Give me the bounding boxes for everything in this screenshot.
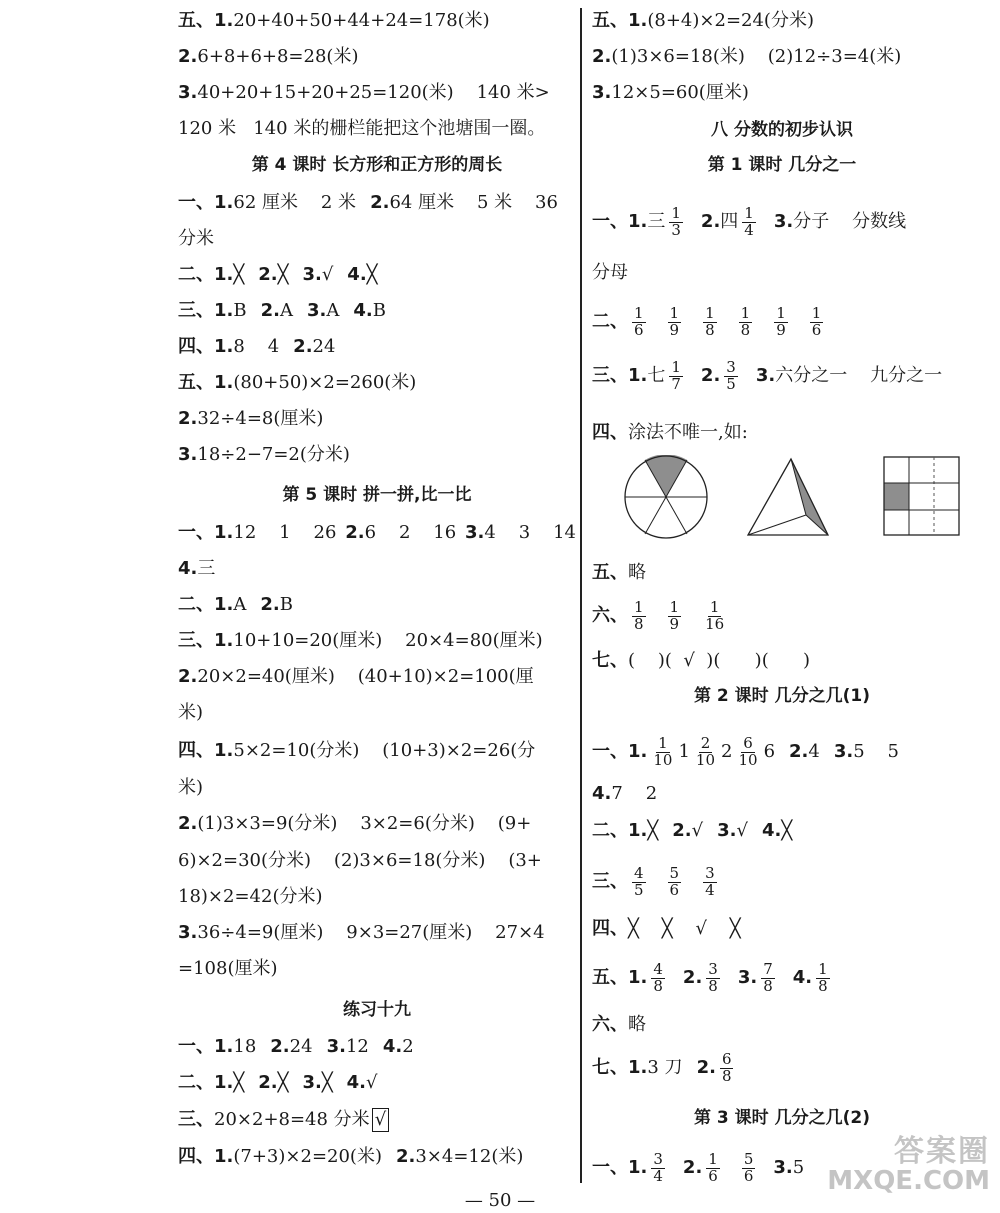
fraction-denominator: 4 <box>744 220 754 239</box>
question-number: 4. <box>382 1036 403 1057</box>
answer-line <box>592 46 972 68</box>
question-number: 2. <box>178 813 198 834</box>
answer-text: 6+8+6+8=28(米) <box>197 46 359 67</box>
fraction-numerator: 3 <box>653 1150 663 1168</box>
question-number: 2. <box>270 1036 290 1057</box>
answer-text: 6)×2=30(分米) (2)3×6=18(分米) (3+ <box>178 850 542 871</box>
question-number: 4. <box>592 783 612 804</box>
fraction-numerator: 1 <box>671 204 681 222</box>
question-number: 三、 <box>592 871 628 893</box>
answer-line <box>592 10 972 32</box>
fraction <box>739 306 753 339</box>
answer-text: ╳ <box>781 820 793 841</box>
question-number: 一、1. <box>178 522 234 543</box>
section-heading: 第 2 课时 几分之几(1) <box>694 686 870 706</box>
question-number: 一、1. <box>592 211 648 233</box>
answer-text: 62 厘米 2 米 <box>233 192 357 213</box>
answer-text: 18÷2−7=2(分米) <box>197 444 350 465</box>
question-number: 二、 <box>592 311 628 333</box>
answer-text: B <box>233 300 247 321</box>
question-number: 3. <box>592 82 612 103</box>
fraction-denominator: 6 <box>708 1166 718 1185</box>
shaded-sector <box>645 455 687 497</box>
question-number: 3. <box>326 1036 346 1057</box>
answer-text: 涂法不唯一,如: <box>628 422 748 443</box>
question-number: 4. <box>347 264 367 285</box>
answer-text: A <box>326 300 340 321</box>
answer-line <box>178 958 576 980</box>
fraction-numerator: 1 <box>708 1150 718 1168</box>
answer-text: ╳ <box>277 264 289 285</box>
question-number: 2. <box>370 192 390 213</box>
fraction-denominator: 8 <box>705 320 715 339</box>
fraction <box>694 736 717 769</box>
answer-text: 8 4 <box>233 336 280 357</box>
fraction <box>742 206 756 239</box>
fraction-numerator: 1 <box>658 734 668 752</box>
answer-text: 4 <box>808 741 820 763</box>
question-number: 2. <box>178 666 198 687</box>
fraction-numerator: 1 <box>669 598 680 616</box>
question-number: 五、1. <box>178 372 234 393</box>
answer-line <box>178 408 576 430</box>
answer-line <box>178 10 576 32</box>
fraction <box>724 360 738 393</box>
answer-line <box>592 820 972 842</box>
fraction-denominator: 10 <box>653 750 673 769</box>
sector-line <box>666 497 687 534</box>
answer-text: B <box>372 300 386 321</box>
fraction <box>736 736 759 769</box>
answer-text: 分母 <box>592 262 628 283</box>
fraction-numerator: 1 <box>671 358 681 376</box>
answer-line <box>592 1052 972 1085</box>
fraction <box>632 866 646 899</box>
answer-text: 三 <box>197 558 216 579</box>
fraction-numerator: 7 <box>763 960 773 978</box>
answer-text: 六分之一 九分之一 <box>775 365 943 387</box>
answer-text: 5×2=10(分米) (10+3)×2=26(分 <box>233 740 536 761</box>
answer-text: 七 <box>647 365 666 387</box>
answer-line <box>178 372 576 394</box>
site-watermark <box>827 1136 990 1195</box>
answer-text: √ <box>691 820 704 841</box>
fraction <box>703 600 726 633</box>
question-number: 一、1. <box>178 1036 234 1057</box>
question-number: 2. <box>700 365 721 387</box>
question-number: 2. <box>293 336 313 357</box>
question-number: 2. <box>258 264 278 285</box>
answer-line <box>178 666 576 688</box>
fraction <box>810 306 824 339</box>
fraction-numerator: 6 <box>743 734 753 752</box>
question-number: 一、1. <box>592 1157 648 1179</box>
fraction-numerator: 1 <box>740 304 751 322</box>
answer-text: 分米 <box>178 228 214 249</box>
answer-text: 20×2=40(厘米) (40+10)×2=100(厘 <box>197 666 534 687</box>
question-number: 五、 <box>592 562 628 583</box>
fraction-numerator: 6 <box>721 1050 732 1068</box>
question-number: 二、1. <box>592 820 648 841</box>
answer-text: 10+10=20(厘米) 20×4=80(厘米) <box>233 630 543 651</box>
answer-text: 3 刀 <box>647 1057 683 1079</box>
answer-text: 20×2+8=48 分米 <box>214 1109 370 1130</box>
answer-line <box>178 813 576 835</box>
fraction-denominator: 9 <box>669 320 680 339</box>
fraction-denominator: 5 <box>726 374 736 393</box>
question-number: 五、1. <box>592 967 648 989</box>
question-number: 3. <box>302 264 322 285</box>
question-number: 3. <box>773 211 794 233</box>
answer-line <box>178 118 576 140</box>
question-number: 三、1. <box>592 365 648 387</box>
answer-text: ╳ <box>277 1072 289 1093</box>
section-heading: 八 分数的初步认识 <box>711 120 853 140</box>
question-number: 4. <box>346 1072 367 1093</box>
question-number: 2. <box>260 594 280 615</box>
answer-text: 分子 分数线 <box>793 211 907 233</box>
question-number: 3. <box>306 300 327 321</box>
fraction <box>706 1152 720 1185</box>
fraction-numerator: 1 <box>669 304 680 322</box>
question-number: 四、1. <box>178 336 234 357</box>
answer-text: ╳ <box>647 820 659 841</box>
sector-line <box>645 497 666 534</box>
answer-text: 略 <box>628 1014 646 1035</box>
answer-line <box>178 702 576 724</box>
answer-line <box>592 422 972 444</box>
fraction <box>651 962 665 995</box>
answer-line <box>178 630 576 652</box>
question-number: 2. <box>682 1157 703 1179</box>
answer-line <box>592 262 972 284</box>
fraction-denominator: 6 <box>669 880 680 899</box>
answer-line <box>178 300 576 322</box>
question-number: 2. <box>258 1072 278 1093</box>
question-number: 四、 <box>592 422 628 443</box>
fraction-numerator: 5 <box>743 1150 754 1168</box>
answer-line <box>178 336 576 358</box>
answer-text: 40+20+15+20+25=120(米) 140 米> <box>197 82 550 103</box>
fraction-denominator: 6 <box>634 320 644 339</box>
question-number: 六、 <box>592 1014 628 1035</box>
question-number: 四、 <box>592 918 628 939</box>
fraction-denominator: 6 <box>743 1166 754 1185</box>
question-number: 2. <box>395 1146 416 1167</box>
question-number: 3. <box>178 922 198 943</box>
answer-line <box>592 736 972 769</box>
answer-line <box>592 600 972 633</box>
answer-line <box>592 562 972 584</box>
fraction <box>668 600 682 633</box>
fraction-denominator: 8 <box>740 320 751 339</box>
answer-text: =108(厘米) <box>178 958 278 979</box>
question-number: 四、1. <box>178 740 234 761</box>
fraction-denominator: 9 <box>669 614 680 633</box>
question-number: 五、1. <box>592 10 648 31</box>
question-number: 3. <box>773 1157 793 1179</box>
question-number: 3. <box>302 1072 322 1093</box>
fraction <box>761 962 775 995</box>
answer-text: 四 <box>720 211 739 233</box>
question-number: 2. <box>592 46 612 67</box>
answer-line <box>178 1108 576 1132</box>
fraction-denominator: 8 <box>818 976 828 995</box>
answer-text: 120 米 140 米的栅栏能把这个池塘围一圈。 <box>178 118 546 139</box>
fraction <box>720 1052 734 1085</box>
shaded-cell <box>884 483 909 510</box>
fraction <box>703 866 717 899</box>
answer-text: 32÷4=8(厘米) <box>197 408 324 429</box>
fraction-denominator: 8 <box>653 976 663 995</box>
fraction-denominator: 8 <box>763 976 773 995</box>
answer-text: (1)3×3=9(分米) 3×2=6(分米) (9+ <box>197 813 532 834</box>
fraction-numerator: 1 <box>634 304 644 322</box>
answer-text: 7 2 <box>611 783 658 804</box>
watermark-url: MXQE.COM <box>827 1165 990 1196</box>
fraction-denominator: 10 <box>695 750 716 769</box>
fraction <box>774 306 788 339</box>
fraction-numerator: 3 <box>705 864 715 882</box>
fraction-numerator: 1 <box>811 304 822 322</box>
fraction-numerator: 4 <box>653 960 663 978</box>
fraction-denominator: 7 <box>671 374 681 393</box>
question-number: 3. <box>755 365 776 387</box>
answer-text: 18 <box>233 1036 257 1057</box>
answer-text: (80+50)×2=260(米) <box>233 372 417 393</box>
question-number: 4. <box>792 967 813 989</box>
fraction-denominator: 3 <box>671 220 681 239</box>
answer-text: 三 <box>647 211 666 233</box>
answer-line <box>178 922 576 944</box>
question-number: 4. <box>178 558 198 579</box>
answer-line <box>178 850 576 872</box>
answer-line <box>178 1036 576 1058</box>
question-number: 4. <box>761 820 782 841</box>
fraction-numerator: 1 <box>776 304 786 322</box>
answer-text: 12 <box>345 1036 369 1057</box>
question-number: 3. <box>465 522 485 543</box>
answer-text: 20+40+50+44+24=178(米) <box>233 10 490 31</box>
answer-text: √ <box>366 1072 378 1093</box>
fraction <box>742 1152 756 1185</box>
answer-line <box>178 1146 576 1168</box>
question-number: 2. <box>789 741 809 763</box>
question-number: 3. <box>737 967 758 989</box>
answer-text: √ <box>736 820 748 841</box>
section-heading: 第 1 课时 几分之一 <box>707 155 857 175</box>
fraction-numerator: 1 <box>744 204 754 222</box>
answer-line <box>178 192 576 214</box>
fraction-numerator: 3 <box>708 960 718 978</box>
question-number: 一、1. <box>178 192 234 213</box>
answer-text: ╳ <box>366 264 378 285</box>
question-number: 四、1. <box>178 1146 234 1167</box>
question-number: 三、1. <box>178 300 234 321</box>
fraction <box>816 962 830 995</box>
edge-line <box>748 515 806 535</box>
fraction <box>668 866 682 899</box>
fraction <box>703 306 717 339</box>
square-grid-figure <box>882 455 962 537</box>
answer-text: B <box>279 594 293 615</box>
answer-line <box>178 46 576 68</box>
answer-text: 略 <box>628 562 646 583</box>
answer-text: ╳ ╳ √ ╳ <box>628 918 741 939</box>
answer-text: (1)3×6=18(米) (2)12÷3=4(米) <box>611 46 902 67</box>
section-heading: 第 4 课时 长方形和正方形的周长 <box>251 155 503 175</box>
answer-text: 6 2 16 <box>364 522 457 543</box>
answer-line <box>592 918 972 940</box>
fraction <box>669 360 683 393</box>
fraction-numerator: 5 <box>669 864 680 882</box>
fraction-denominator: 4 <box>705 880 715 899</box>
fraction-denominator: 10 <box>738 750 758 769</box>
answer-line <box>178 777 576 799</box>
fraction <box>651 736 674 769</box>
answer-line <box>178 740 576 762</box>
fraction-denominator: 6 <box>811 320 822 339</box>
section-heading: 练习十九 <box>343 1000 411 1020</box>
fraction-denominator: 8 <box>721 1066 732 1085</box>
question-number: 五、1. <box>178 10 234 31</box>
question-number: 2. <box>260 300 280 321</box>
question-number: 2. <box>178 46 198 67</box>
answer-line <box>178 558 576 580</box>
answer-text: 12 1 26 <box>233 522 337 543</box>
question-number: 2. <box>682 967 703 989</box>
answer-line <box>178 228 576 250</box>
fraction-numerator: 1 <box>705 304 715 322</box>
fraction <box>668 306 682 339</box>
fraction <box>632 306 646 339</box>
fraction-denominator: 9 <box>776 320 786 339</box>
question-number: 4. <box>353 300 373 321</box>
fraction <box>669 206 683 239</box>
checked-box: √ <box>372 1108 389 1132</box>
question-number: 2. <box>178 408 198 429</box>
question-number: 二、1. <box>178 1072 234 1093</box>
fraction-numerator: 4 <box>634 864 644 882</box>
answer-text: 6 <box>763 741 776 763</box>
triangle-thirds-figure <box>746 455 836 539</box>
answer-text: 18)×2=42(分米) <box>178 886 323 907</box>
question-number: 3. <box>833 741 854 763</box>
answer-line <box>178 594 576 616</box>
section-heading: 第 3 课时 几分之几(2) <box>694 1108 870 1128</box>
answer-text: √ <box>321 264 334 285</box>
fraction-denominator: 8 <box>634 614 644 633</box>
answer-text: 4 3 14 <box>484 522 576 543</box>
answer-text: 3×4=12(米) <box>415 1146 524 1167</box>
column-divider <box>580 8 582 1183</box>
question-number: 3. <box>178 444 198 465</box>
fraction-denominator: 4 <box>653 1166 663 1185</box>
question-number: 3. <box>178 82 198 103</box>
answer-line <box>592 206 972 239</box>
answer-line <box>592 866 972 899</box>
answer-text: 24 <box>289 1036 313 1057</box>
answer-line <box>178 264 576 286</box>
answer-text: 2 <box>721 741 733 763</box>
section-heading: 第 5 课时 拼一拼,比一比 <box>282 485 472 505</box>
answer-text: ╳ <box>321 1072 333 1093</box>
answer-text: 5 5 <box>853 741 900 763</box>
question-number: 2. <box>672 820 692 841</box>
question-number: 六、 <box>592 605 628 627</box>
answer-text: 米) <box>178 702 204 723</box>
answer-text: (7+3)×2=20(米) <box>233 1146 382 1167</box>
fraction-denominator: 8 <box>708 976 718 995</box>
answer-text: (8+4)×2=24(分米) <box>647 10 814 31</box>
answer-text: 1 <box>678 741 690 763</box>
question-number: 一、1. <box>592 741 648 763</box>
fraction-numerator: 1 <box>634 598 644 616</box>
fraction-numerator: 2 <box>700 734 711 752</box>
fraction-denominator: 16 <box>705 614 725 633</box>
answer-line <box>178 886 576 908</box>
question-number: 七、1. <box>592 1057 648 1079</box>
answer-line <box>592 360 972 393</box>
fraction <box>651 1152 665 1185</box>
question-number: 2. <box>345 522 365 543</box>
fraction-denominator: 5 <box>634 880 644 899</box>
answer-text: 12×5=60(厘米) <box>611 82 749 103</box>
question-number: 3. <box>717 820 737 841</box>
answer-line <box>178 522 576 544</box>
circle-sixths-figure <box>610 455 722 539</box>
question-number: 三、 <box>178 1109 214 1130</box>
question-number: 2. <box>700 211 721 233</box>
answer-text: 24 <box>312 336 336 357</box>
answer-line <box>592 783 972 805</box>
question-number: 七、 <box>592 650 628 671</box>
fraction <box>632 600 646 633</box>
answer-text: 5 <box>792 1157 805 1179</box>
answer-text: 36÷4=9(厘米) 9×3=27(厘米) 27×4 <box>197 922 545 943</box>
answer-text: 64 厘米 5 米 36 <box>389 192 558 213</box>
answer-text: 2 <box>402 1036 414 1057</box>
watermark-title: 答案圈 <box>894 1134 990 1170</box>
question-number: 2. <box>696 1057 716 1079</box>
answer-text: ( )( √ )( )( ) <box>628 650 811 671</box>
answer-line <box>592 306 972 339</box>
fraction <box>706 962 720 995</box>
question-number: 二、1. <box>178 594 234 615</box>
answer-line <box>178 444 576 466</box>
answer-line <box>178 82 576 104</box>
answer-text: A <box>279 300 293 321</box>
answer-text: ╳ <box>233 1072 245 1093</box>
fraction-numerator: 3 <box>726 358 736 376</box>
answer-line <box>592 82 972 104</box>
question-number: 三、1. <box>178 630 234 651</box>
page-number: — 50 — <box>464 1190 536 1211</box>
answer-text: ╳ <box>233 264 245 285</box>
shaded-fraction-figures <box>610 455 970 540</box>
fraction-numerator: 1 <box>709 598 720 616</box>
fraction-numerator: 1 <box>818 960 828 978</box>
answer-text: 米) <box>178 777 204 798</box>
answer-text: A <box>233 594 247 615</box>
answer-line <box>592 962 972 995</box>
answer-line <box>592 1014 972 1036</box>
answer-line <box>592 650 972 672</box>
question-number: 二、1. <box>178 264 234 285</box>
answer-line <box>178 1072 576 1094</box>
